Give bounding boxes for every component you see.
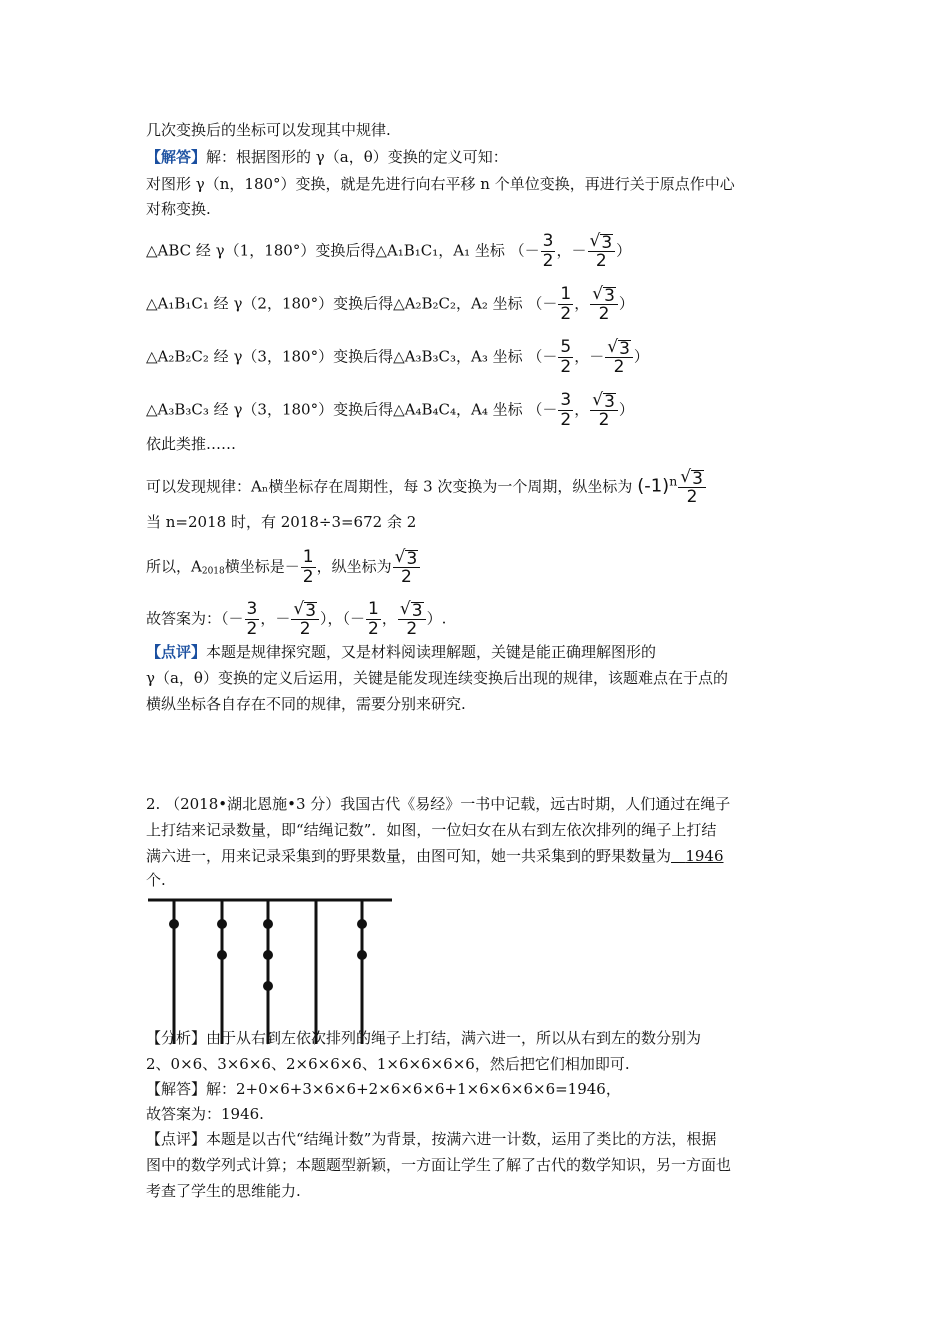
fraction: √ 3 2 — [605, 338, 633, 377]
denominator: 2 — [560, 357, 572, 377]
step-label: △A₃B₃C₃ 经 γ（3，180°）变换后得△A₄B₄C₄，A₄ 坐标 — [146, 400, 523, 419]
comment-text: 本题是规律探究题，又是材料阅读理解题，关键是能正确理解图形的 — [206, 643, 657, 661]
fraction — [558, 391, 573, 430]
numerator: 3 — [542, 231, 554, 251]
fraction — [558, 338, 573, 377]
step-4 — [146, 391, 634, 430]
step-2 — [146, 285, 634, 324]
fraction: $\frac{1}{2}$ — [302, 547, 314, 587]
fraction: √ 3 2 — [291, 600, 319, 639]
coord-sep: ，－ — [556, 241, 587, 260]
text-line: 依此类推…… — [146, 435, 237, 453]
text-line: 上打结来记录数量，即“结绳记数”．如图，一位妇女在从右到左依次排列的绳子上打结 — [146, 821, 717, 839]
solution-text: 解：根据图形的 γ（a，θ）变换的定义可知： — [206, 148, 508, 166]
text: 所以，A — [146, 557, 202, 576]
radicand: 3 — [604, 392, 615, 412]
text-line — [146, 846, 724, 866]
radicand: 3 — [604, 286, 615, 306]
fraction — [558, 285, 573, 324]
text-line: 对称变换. — [146, 200, 211, 218]
knot — [357, 950, 367, 960]
fraction: √ 3 2 — [678, 468, 706, 507]
fraction — [541, 232, 556, 271]
rule-line — [146, 468, 707, 507]
answer-value: 1946 — [685, 847, 724, 865]
text-line: 个. — [146, 871, 166, 889]
solution-tag: 【解答】 — [146, 148, 207, 166]
coord-close: ） — [616, 241, 632, 260]
suoyi-line — [146, 548, 421, 587]
knot — [169, 919, 179, 929]
fraction: √ 3 2 — [398, 600, 426, 639]
knot — [263, 981, 273, 991]
denominator: 2 — [542, 251, 554, 271]
solution-intro — [146, 147, 508, 167]
fraction: $\frac{1}{2}$ — [368, 599, 379, 639]
fraction: √ 3 2 — [588, 232, 616, 271]
step-label: △ABC 经 γ（1，180°）变换后得△A₁B₁C₁，A₁ 坐标 — [146, 241, 505, 260]
coord-sep: ，－ — [574, 347, 605, 366]
coord-close: ） — [618, 294, 634, 313]
fraction: √ 3 2 — [393, 548, 421, 587]
question-2-line: 2. （2018•湖北恩施•3 分）我国古代《易经》一书中记载，远古时期，人们通过在绳子 — [146, 795, 731, 813]
numerator: 3 — [560, 390, 572, 410]
denominator: 2 — [560, 304, 572, 324]
fraction: √ 3 2 — [590, 391, 618, 430]
step-label: △A₁B₁C₁ 经 γ（2，180°）变换后得△A₂B₂C₂，A₂ 坐标 — [146, 294, 523, 313]
knot — [217, 950, 227, 960]
text-line: γ（a，θ）变换的定义后运用，关键是能发现连续变换后出现的规律，该题难点在于点的 — [146, 669, 728, 687]
denominator: 2 — [598, 304, 610, 324]
fraction: √ 3 2 — [590, 285, 618, 324]
denominator: 2 — [595, 251, 607, 271]
text-line: 横纵坐标各自存在不同的规律，需要分别来研究. — [146, 695, 466, 713]
knot — [217, 919, 227, 929]
step-1 — [146, 232, 631, 271]
coord-close: ） — [633, 347, 649, 366]
knot — [263, 950, 273, 960]
analysis-line: 【分析】由于从右到左依次排列的绳子上打结，满六进一，所以从右到左的数分别为 — [146, 1029, 702, 1047]
text: 满六进一，用来记录采集到的野果数量，由图可知，她一共采集到的野果数量为 — [146, 847, 672, 865]
coord-close: ） — [618, 400, 634, 419]
answer-line: 故答案为：（－ $\frac{3}{2}$ ，－ √ 3 2 ），（－ $\frac{1}{2}$ ， √ 3 2 ）. — [146, 599, 447, 639]
text-line: 当 n=2018 时，有 2018÷3=672 余 2 — [146, 513, 417, 531]
text: 横坐标是－ — [224, 557, 300, 576]
knot — [263, 919, 273, 929]
rule-exponent: n — [669, 473, 678, 489]
radicand: 3 — [692, 469, 703, 489]
step-3 — [146, 338, 649, 377]
comment-tag: 【点评】 — [146, 643, 207, 661]
text-line: 故答案为：1946. — [146, 1105, 264, 1123]
fraction: $\frac{3}{2}$ — [246, 599, 258, 639]
rule-base: (-1) — [637, 475, 670, 497]
knot-rope-figure — [146, 894, 394, 1046]
coord-open: （－ — [509, 241, 540, 260]
text: ，纵坐标为 — [316, 557, 392, 576]
denominator: 2 — [560, 410, 572, 430]
comment-line: 【点评】本题是以古代“结绳计数”为背景，按满六进一计数，运用了类比的方法，根据 — [146, 1130, 717, 1148]
rule-text: 可以发现规律：Aₙ横坐标存在周期性，每 3 次变换为一个周期，纵坐标为 — [146, 477, 633, 496]
numerator: 5 — [560, 337, 572, 357]
text-line: 图中的数学列式计算；本题题型新颖，一方面让学生了解了古代的数学知识，另一方面也 — [146, 1156, 732, 1174]
answer-blank — [671, 847, 724, 865]
comment-line — [146, 642, 656, 662]
coord-open: （－ — [527, 347, 558, 366]
step-label: △A₂B₂C₂ 经 γ（3，180°）变换后得△A₃B₃C₃，A₃ 坐标 — [146, 347, 523, 366]
answer-label: 故答案为：（－ — [146, 609, 244, 628]
radicand: 3 — [619, 339, 630, 359]
denominator: 2 — [598, 410, 610, 430]
coord-open: （－ — [527, 400, 558, 419]
denominator: 2 — [686, 487, 698, 507]
radicand: 3 — [601, 233, 613, 253]
text-line: 几次变换后的坐标可以发现其中规律. — [146, 121, 391, 139]
subscript: 2018 — [201, 566, 225, 577]
coord-sep: ， — [574, 294, 590, 313]
knot — [357, 919, 367, 929]
text-line: 考查了学生的思维能力. — [146, 1182, 301, 1200]
coord-open: （－ — [527, 294, 558, 313]
numerator: 1 — [560, 284, 572, 304]
denominator: 2 — [613, 357, 625, 377]
solution-line: 【解答】解：2+0×6+3×6×6+2×6×6×6+1×6×6×6×6=1946， — [146, 1080, 621, 1098]
coord-sep: ， — [574, 400, 590, 419]
text-line: 对图形 γ（n，180°）变换，就是先进行向右平移 n 个单位变换，再进行关于原点作中心 — [146, 175, 735, 193]
text-line: 2、0×6、3×6×6、2×6×6×6、1×6×6×6×6，然后把它们相加即可. — [146, 1055, 630, 1073]
